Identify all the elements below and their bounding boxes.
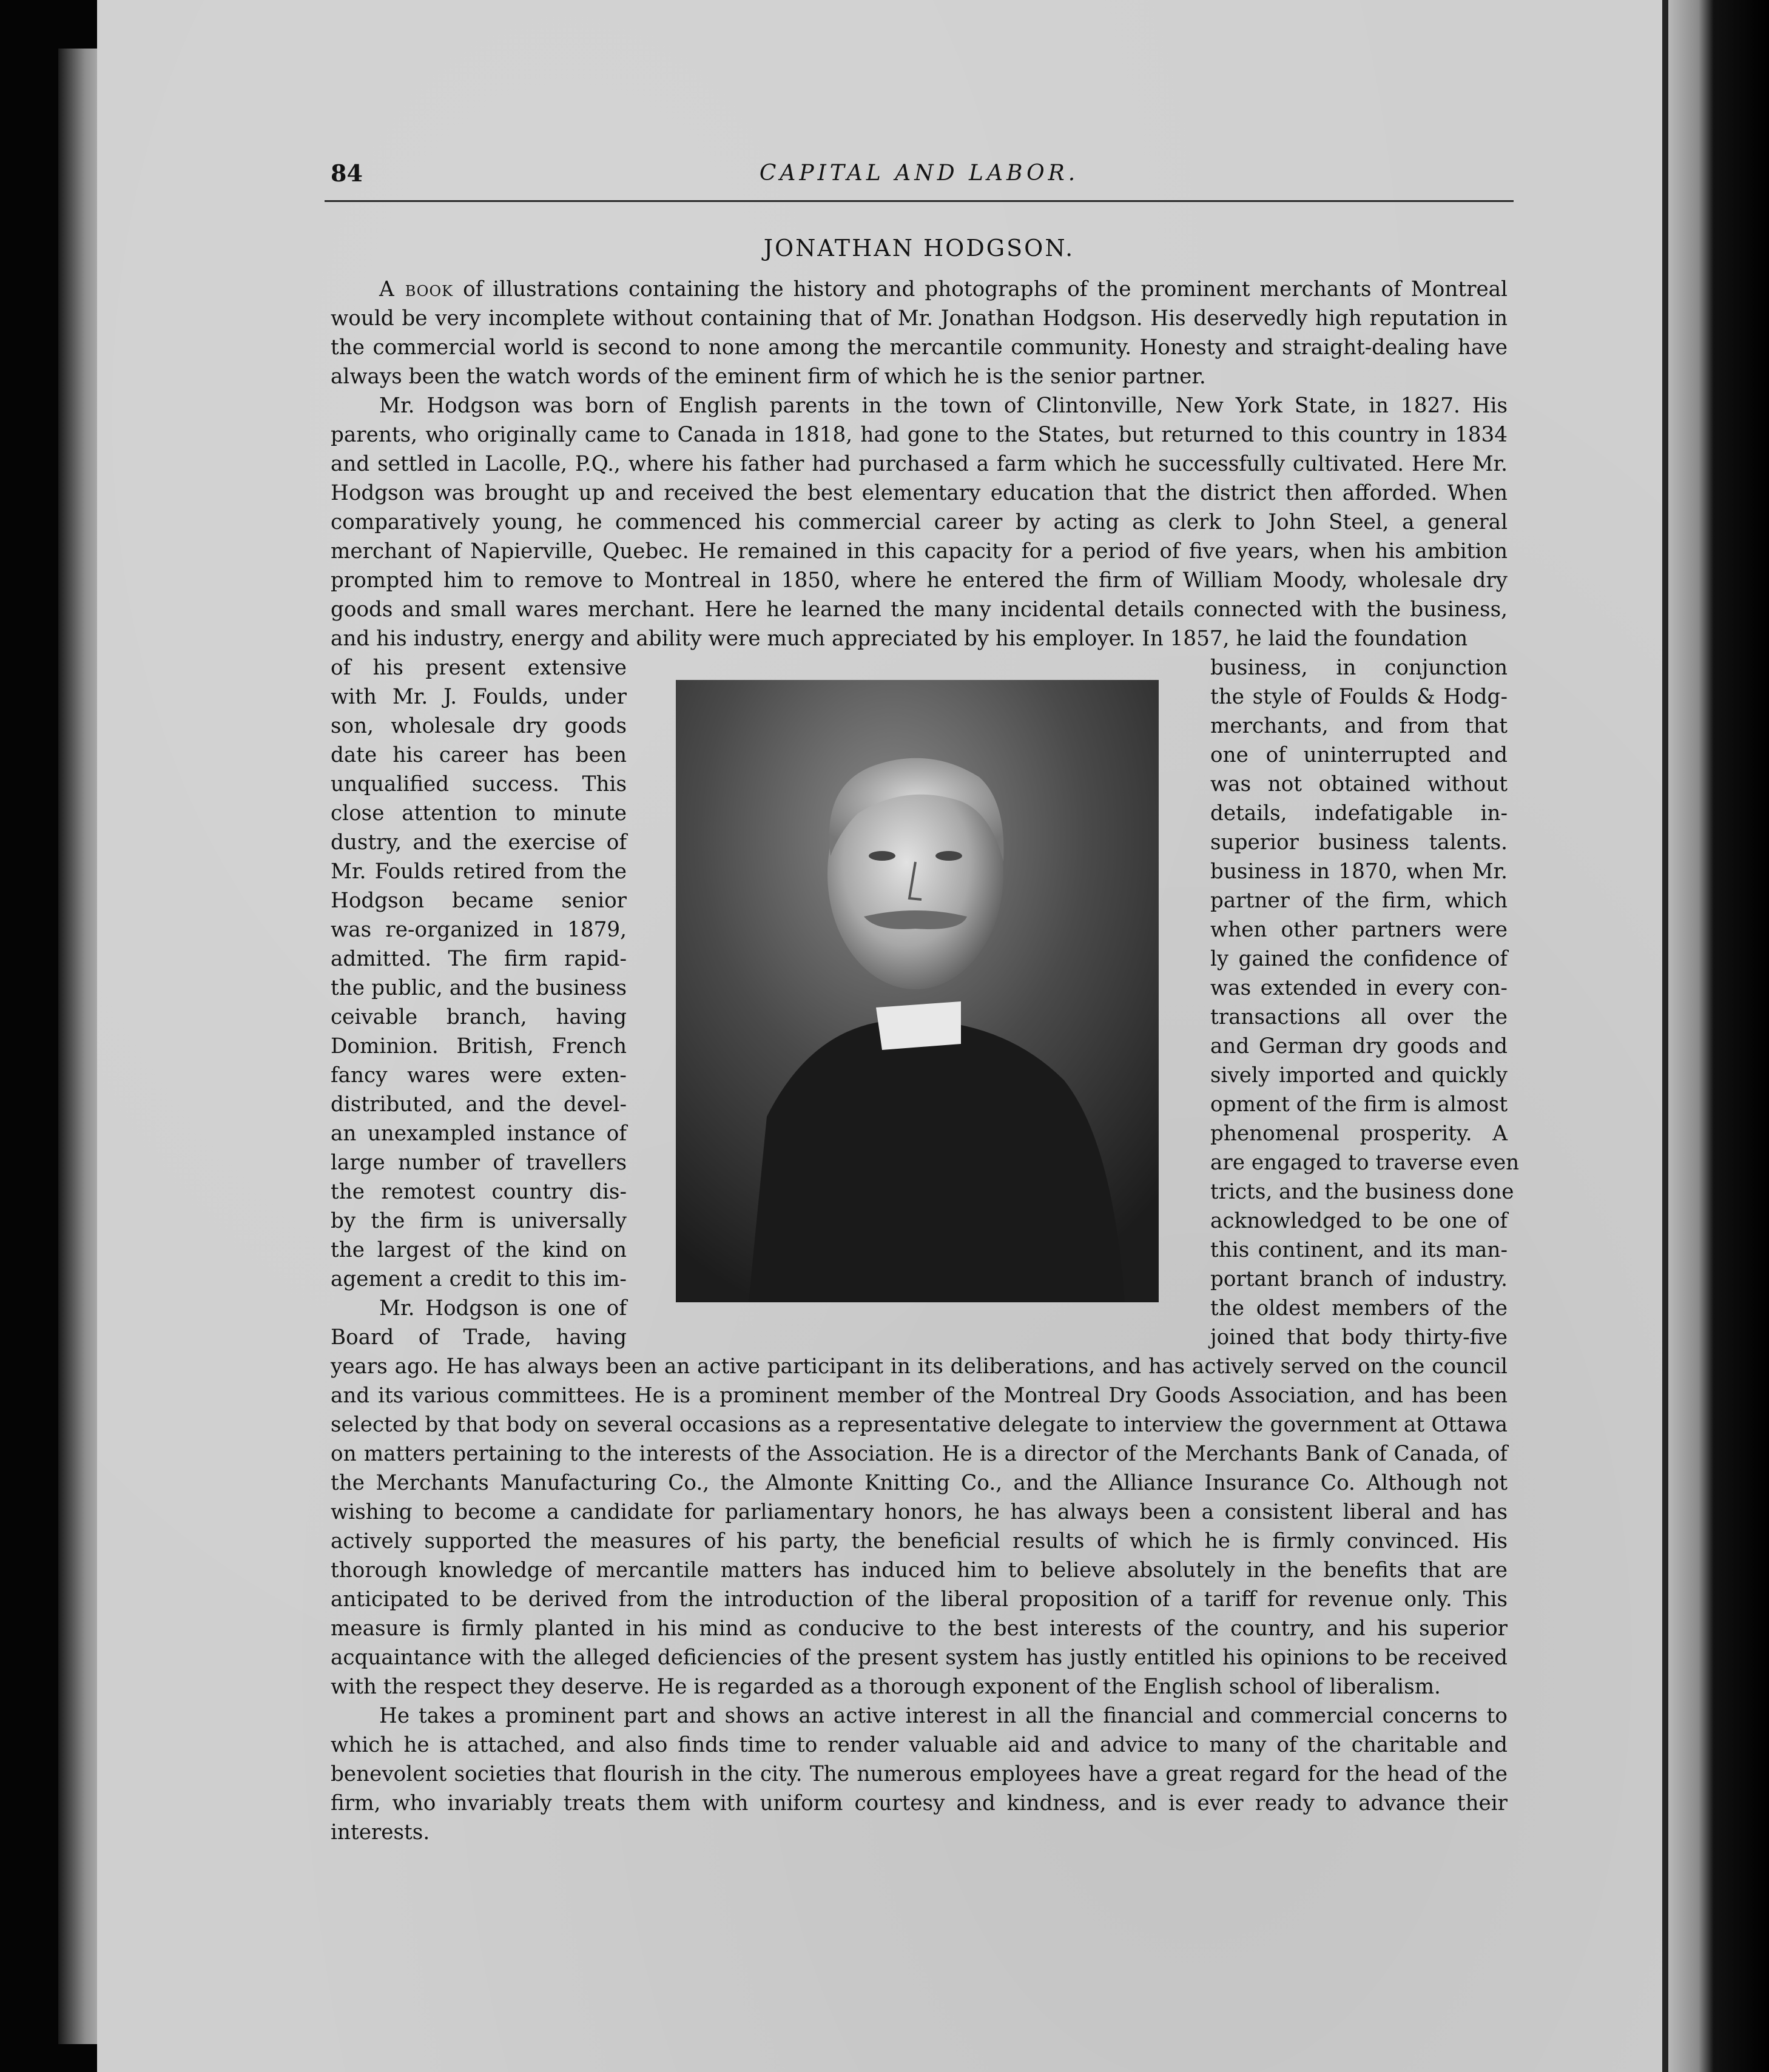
left-column-line: was re-organized in 1879,: [331, 918, 627, 942]
left-column-line: close attention to minute: [331, 801, 627, 826]
right-column-line: business in 1870, when Mr.: [1210, 859, 1508, 884]
right-column-line: merchants, and from that: [1210, 714, 1508, 738]
left-column-line: large number of travellers: [331, 1151, 627, 1175]
right-column-line: acknowledged to be one of: [1210, 1209, 1508, 1233]
left-column-line: the public, and the business: [331, 976, 627, 1000]
right-column-line: opment of the firm is almost: [1210, 1092, 1508, 1117]
right-column-line: the style of Foulds & Hodg-: [1210, 685, 1508, 709]
right-column-line: tricts, and the business done: [1210, 1180, 1514, 1204]
left-column-line: ceivable branch, having: [331, 1005, 627, 1029]
page-content: [331, 159, 1520, 1847]
left-column-line: Board of Trade, having: [331, 1325, 627, 1350]
left-column-line: unqualified success. This: [331, 772, 627, 796]
left-column-line: son, wholesale dry goods: [331, 714, 627, 738]
left-column-line: Dominion. British, French: [331, 1034, 627, 1058]
left-column-line: the remotest country dis-: [331, 1180, 627, 1204]
right-column-line: portant branch of industry.: [1210, 1267, 1508, 1291]
right-column-line: details, indefatigable in-: [1210, 801, 1508, 826]
right-column-line: phenomenal prosperity. A: [1210, 1122, 1508, 1146]
left-column-text: [331, 653, 627, 1352]
portrait-slot: [676, 653, 1161, 1302]
portrait-figure: [676, 680, 1159, 1302]
header-rule: [325, 200, 1514, 202]
right-column-line: the oldest members of the: [1210, 1296, 1508, 1320]
right-column-line: and German dry goods and: [1210, 1034, 1508, 1058]
right-column-line: business, in conjunction: [1210, 656, 1508, 680]
right-column-line: transactions all over the: [1210, 1005, 1508, 1029]
right-column-line: ly gained the confidence of: [1210, 947, 1508, 971]
left-column-line: dustry, and the exercise of: [331, 830, 627, 855]
left-column-line: Hodgson became senior: [331, 889, 627, 913]
running-title: CAPITAL AND LABOR.: [759, 161, 1079, 186]
paragraph-biography: Mr. Hodgson was born of English parents in the town of Clintonville, New York State, in 1827. His parents, who originally came to Canada in 1818, had gone to the States, but returned to this country in 1834 and settled in Lacolle, P.Q., where his father had purchased a farm which he successfully cultivated. Here Mr. Hodgson was brought up and received the best elementary education that the district then afforded. When comparatively young, he commenced his commercial career by acting as clerk to John Steel, a general merchant of Napierville, Quebec. He remained in this capacity for a period of five years, when his ambition prompted him to remove to Montreal in 1850, where he entered the firm of William Moody, wholesale dry goods and small wares merchant. Here he learned the many incidental details connected with the business, and his industry, energy and ability were much appreciated by his employer. In 1857, he laid the foundation: [331, 394, 1508, 651]
right-column-line: superior business talents.: [1210, 830, 1508, 855]
right-column-line: when other partners were: [1210, 918, 1508, 942]
left-column-line: agement a credit to this im-: [331, 1267, 627, 1291]
left-column-line: date his career has been: [331, 743, 627, 767]
right-column-line: joined that body thirty-five: [1210, 1325, 1508, 1350]
left-column-line: Mr. Foulds retired from the: [331, 859, 627, 884]
book-right-shadow: [1668, 0, 1769, 2072]
paragraph-associations: years ago. He has always been an active participant in its deliberations, and has actively served on the council and its various committees. He is a prominent member of the Montreal Dry Goods Association, and has been selected by that body on several occasions as a representative delegate to interview the government at Ottawa on matters pertaining to the interests of the Association. He is a director of the Merchants Bank of Canada, of the Merchants Manufacturing Co., the Almonte Knitting Co., and the Alliance Insurance Co. Although not wishing to become a candidate for parliamentary honors, he has always been a consistent liberal and has actively supported the measures of his party, the beneficial results of which he is firmly convinced. His thorough knowledge of mercantile matters has induced him to believe absolutely in the benefits that are anticipated to be derived from the introduction of the liberal proposition of a tariff for revenue only. This measure is firmly planted in his mind as conducive to the best interests of the country, and his superior acquaintance with the alleged deficiencies of the present system has justly entitled his opinions to be received with the respect they deserve. He is regarded as a thorough exponent of the English school of liberalism.: [331, 1354, 1508, 1699]
right-column-text: [1210, 653, 1520, 1352]
paragraph-intro-text: of illustrations containing the history and photographs of the prominent merchants of Montreal would be very incomplete without containing that of Mr. Jonathan Hodgson. His deservedly high reputation in the commercial world is second to none among the mercantile community. Honesty and straight-dealing have always been the watch words of the eminent firm of which he is the senior partner.: [331, 277, 1508, 389]
left-column-line: of his present extensive: [331, 656, 627, 680]
opening-small-caps: A book: [379, 277, 454, 301]
right-column-line: one of uninterrupted and: [1210, 743, 1508, 767]
left-column-line: distributed, and the devel-: [331, 1092, 627, 1117]
paragraph-intro: [331, 275, 1508, 391]
paragraph-character: He takes a prominent part and shows an active interest in all the financial and commercial concerns to which he is attached, and also finds time to render valuable aid and advice to many of the charitable and benevolent societies that flourish in the city. The numerous employees have a great regard for the head of the firm, who invariably treats them with uniform courtesy and kindness, and is ever ready to advance their interests.: [331, 1704, 1508, 1845]
left-column-line: fancy wares were exten-: [331, 1063, 627, 1088]
right-column-line: sively imported and quickly: [1210, 1063, 1508, 1088]
right-column-line: are engaged to traverse even: [1210, 1151, 1520, 1175]
page-number: 84: [331, 160, 363, 187]
left-column-line: Mr. Hodgson is one of: [379, 1296, 627, 1320]
right-column-line: was extended in every con-: [1210, 976, 1508, 1000]
running-head: [331, 159, 1508, 195]
right-column-line: partner of the firm, which: [1210, 889, 1508, 913]
left-column-line: an unexampled instance of: [331, 1122, 627, 1146]
article-title: JONATHAN HODGSON.: [763, 235, 1075, 261]
portrait-wrap-section: [331, 653, 1520, 1352]
right-column-line: this continent, and its man-: [1210, 1238, 1508, 1262]
left-column-line: the largest of the kind on: [331, 1238, 627, 1262]
right-column-line: was not obtained without: [1210, 772, 1508, 796]
portrait-photograph: [676, 680, 1159, 1302]
left-column-line: admitted. The firm rapid-: [331, 947, 627, 971]
left-column-line: by the firm is universally: [331, 1209, 627, 1233]
left-column-line: with Mr. J. Foulds, under: [331, 685, 627, 709]
